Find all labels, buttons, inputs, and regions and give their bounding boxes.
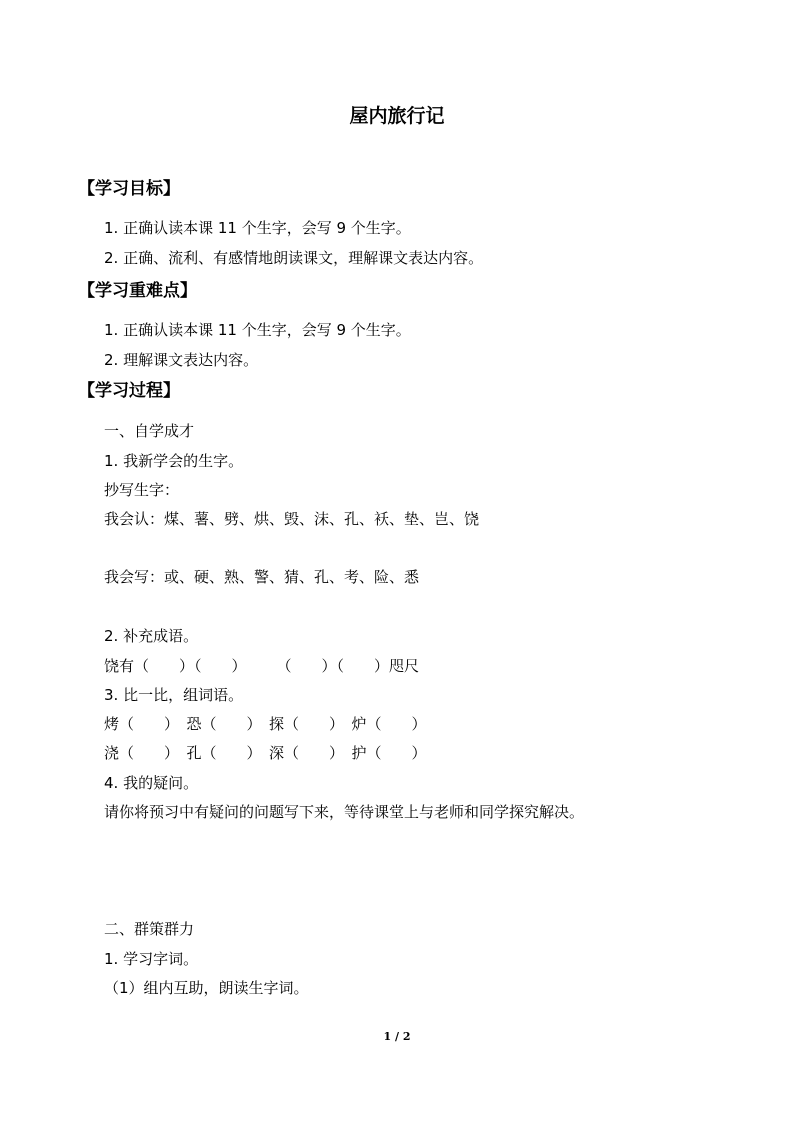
compare-row-2: 浇（ ） 孔（ ） 深（ ） 护（ ） [104,744,427,762]
copy-label: 抄写生字： [104,481,180,499]
part1-title: 一、自学成才 [104,422,195,440]
idioms-line: 饶有（ ）（ ） （ ）（ ）咫尺 [104,657,420,675]
document-title: 屋内旅行记 [349,105,445,127]
write-chars: 我会写：或、硬、熟、警、猜、孔、考、险、悉 [104,568,420,586]
recognize-chars: 我会认：煤、薯、劈、烘、毁、沫、孔、袄、垫、岂、饶 [104,510,480,528]
part1-q3: 3. 比一比，组词语。 [104,686,244,704]
key-points-item-2: 2. 理解课文表达内容。 [104,351,259,369]
goals-heading: 【学习目标】 [78,179,180,199]
part1-q1: 1. 我新学会的生字。 [104,452,244,470]
goals-item-2: 2. 正确、流利、有感情地朗读课文，理解课文表达内容。 [104,249,484,267]
page-number: 1 / 2 [383,1030,411,1043]
key-points-heading: 【学习重难点】 [78,281,197,301]
key-points-item-1: 1. 正确认读本课 11 个生字，会写 9 个生字。 [104,321,411,339]
process-heading: 【学习过程】 [78,381,180,401]
compare-row-1: 烤（ ） 恐（ ） 探（ ） 炉（ ） [104,715,427,733]
part2-sub1: （1）组内互助，朗读生字词。 [104,979,309,997]
part2-q1: 1. 学习字词。 [104,950,199,968]
goals-item-1: 1. 正确认读本课 11 个生字，会写 9 个生字。 [104,219,411,237]
part2-title: 二、群策群力 [104,920,195,938]
part1-q2: 2. 补充成语。 [104,627,199,645]
part1-q4-text: 请你将预习中有疑问的问题写下来，等待课堂上与老师和同学探究解决。 [104,803,585,821]
part1-q4: 4. 我的疑问。 [104,774,199,792]
